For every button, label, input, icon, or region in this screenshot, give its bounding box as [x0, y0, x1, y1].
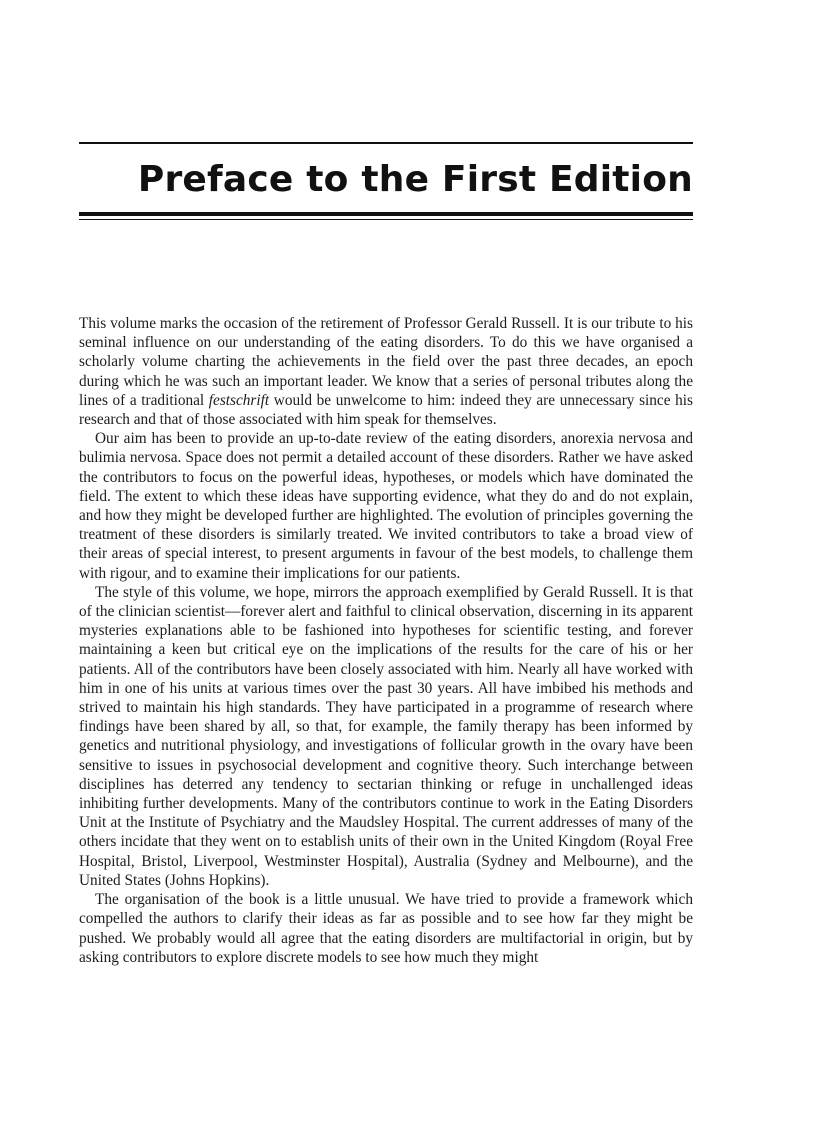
preface-body — [79, 314, 693, 967]
paragraph-4: The organisation of the book is a little unusual. We have tried to provide a framework which compelled the authors to clarify their ideas as far as possible and to see how far they might be pushed. We probably would all agree that the eating disorders are multifactorial in origin, but by asking contributors to explore discrete models to see how much they might — [79, 891, 693, 966]
paragraph-1-emphasis: festschrift — [208, 391, 270, 409]
paragraph-3: The style of this volume, we hope, mirrors the approach exemplified by Gerald Russell. It is that of the clinician scientist—forever alert and faithful to clinical observation, discerning in its apparent mysteries explanations able to be fashioned into hypotheses for scientific testing, and forever maintaining a keen but critical eye on the implications of the results for the care of his or her patients. All of the contributors have been closely associated with him. Nearly all have worked with him in one of his units at various times over the past 30 years. All have imbibed his methods and strived to maintain his high standards. They have participated in a programme of research where findings have been shared by all, so that, for example, the family therapy has been informed by genetics and nutritional physiology, and investigations of follicular growth in the ovary have been sensitive to issues in psychosocial development and cognitive theory. Such interchange between disciplines has deterred any tendency to sectarian thinking or refuge in unchallenged ideas inhibiting further developments. Many of the contributors continue to work in the Eating Disorders Unit at the Institute of Psychiatry and the Maudsley Hospital. The current addresses of many of the others incidate that they went on to establish units of their own in the United Kingdom (Royal Free Hospital, Bristol, Liverpool, Westminster Hospital), Australia (Sydney and Melbourne), and the United States (Johns Hopkins). — [79, 583, 693, 889]
title-rule-bottom-thin — [79, 219, 693, 220]
paragraph-2: Our aim has been to provide an up-to-date review of the eating disorders, anorexia nervosa and bulimia nervosa. Space does not permit a detailed account of these disorders. Rather we have asked the contributors to focus on the powerful ideas, hypotheses, or models which have dominated the field. The extent to which these ideas have supporting evidence, what they do and do not explain, and how they might be developed further are highlighted. The evolution of principles governing the treatment of these disorders is similarly treated. We invited contributors to take a broad view of their areas of special interest, to present arguments in favour of the best models, to challenge them with rigour, and to examine their implications for our patients. — [79, 430, 693, 582]
paragraph-1-text-after: would be unwelcome to him: indeed they are unnecessary since his research and that of those associated with him speak for themselves. — [79, 391, 693, 429]
title-rule-bottom-thick — [79, 212, 693, 216]
title-rule-top — [79, 142, 693, 144]
chapter-title: Preface to the First Edition — [137, 159, 693, 200]
paragraph-1 — [79, 314, 693, 429]
paragraph-1-text-before: This volume marks the occasion of the retirement of Professor Gerald Russell. It is our tribute to his seminal influence on our understanding of the eating disorders. To do this we have organised a scholarly volume charting the achievements in the field over the past three decades, an epoch during which he was such an important leader. We know that a series of personal tributes along the lines of a traditional — [79, 315, 693, 409]
